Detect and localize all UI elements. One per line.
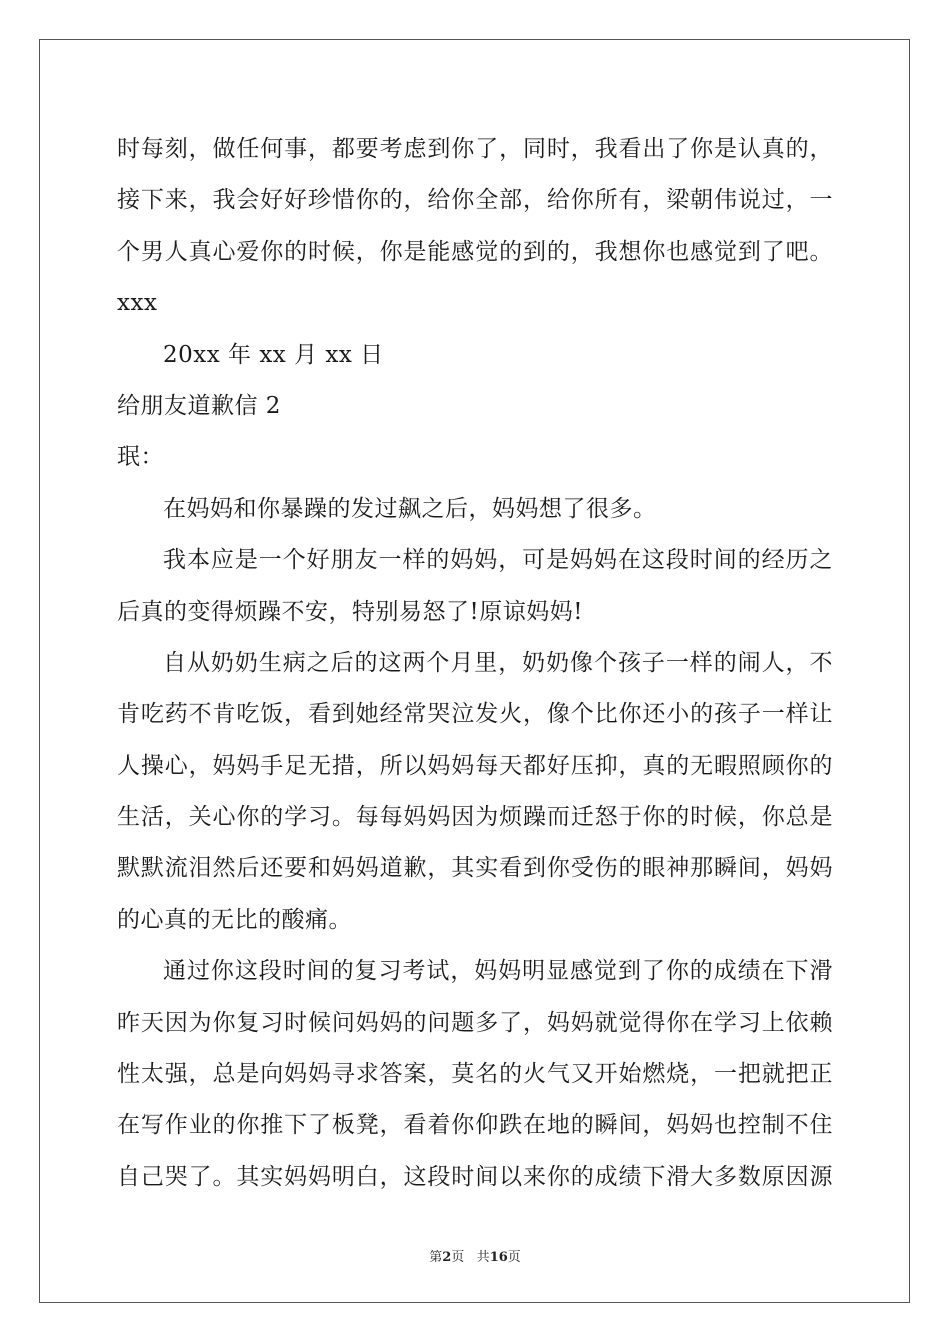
text-line: 的心真的无比的酸痛。 [117,906,352,933]
page-footer [0,1246,950,1265]
text-line: 后真的变得烦躁不安，特别易怒了!原谅妈妈! [117,598,583,625]
text-line: 20xx 年 xx 月 xx 日 [163,341,384,368]
document-body [117,124,833,1203]
total-pages: 16 [489,1250,508,1265]
text-line: 性太强，总是向妈妈寻求答案，莫名的火气又开始燃烧，一把就把正 [117,1061,833,1088]
text-line: 默默流泪然后还要和妈妈道歉，其实看到你受伤的眼神那瞬间，妈妈 [117,855,833,882]
text-line: 生活，关心你的学习。每每妈妈因为烦躁而迁怒于你的时候，你总是 [117,804,833,831]
text-line: 肯吃药不肯吃饭，看到她经常哭泣发火，像个比你还小的孩子一样让 [117,701,833,728]
page-label-prefix: 第 [429,1250,443,1265]
text-line: 接下来，我会好好珍惜你的，给你全部，给你所有，梁朝伟说过，一 [117,187,833,214]
total-label-prefix: 共 [476,1250,490,1265]
text-line: 时每刻，做任何事，都要考虑到你了，同时，我看出了你是认真的， [117,136,833,162]
text-line: 通过你这段时间的复习考试，妈妈明显感觉到了你的成绩在下滑 [163,958,833,985]
total-label-suffix: 页 [507,1250,521,1265]
text-line: 给朋友道歉信 2 [117,392,281,419]
text-line: 在妈妈和你暴躁的发过飙之后，妈妈想了很多。 [163,495,657,522]
text-line: 自己哭了。其实妈妈明白，这段时间以来你的成绩下滑大多数原因源 [117,1163,833,1190]
text-line: 在写作业的你推下了板凳，看着你仰跌在地的瞬间，妈妈也控制不住 [117,1112,833,1139]
text-line: 我本应是一个好朋友一样的妈妈，可是妈妈在这段时间的经历之 [163,547,833,574]
text-line: 人操心，妈妈手足无措，所以妈妈每天都好压抑，真的无暇照顾你的 [117,752,833,779]
text-line: 个男人真心爱你的时候，你是能感觉的到的，我想你也感觉到了吧。 [117,238,833,265]
text-line: 珉： [117,444,164,471]
page-label-suffix: 页 [451,1250,465,1265]
page-number: 2 [442,1250,452,1265]
text-line: xxx [117,290,158,317]
text-line: 昨天因为你复习时候问妈妈的问题多了，妈妈就觉得你在学习上依赖 [117,1009,833,1036]
text-line: 自从奶奶生病之后的这两个月里，奶奶像个孩子一样的闹人，不 [163,649,833,676]
